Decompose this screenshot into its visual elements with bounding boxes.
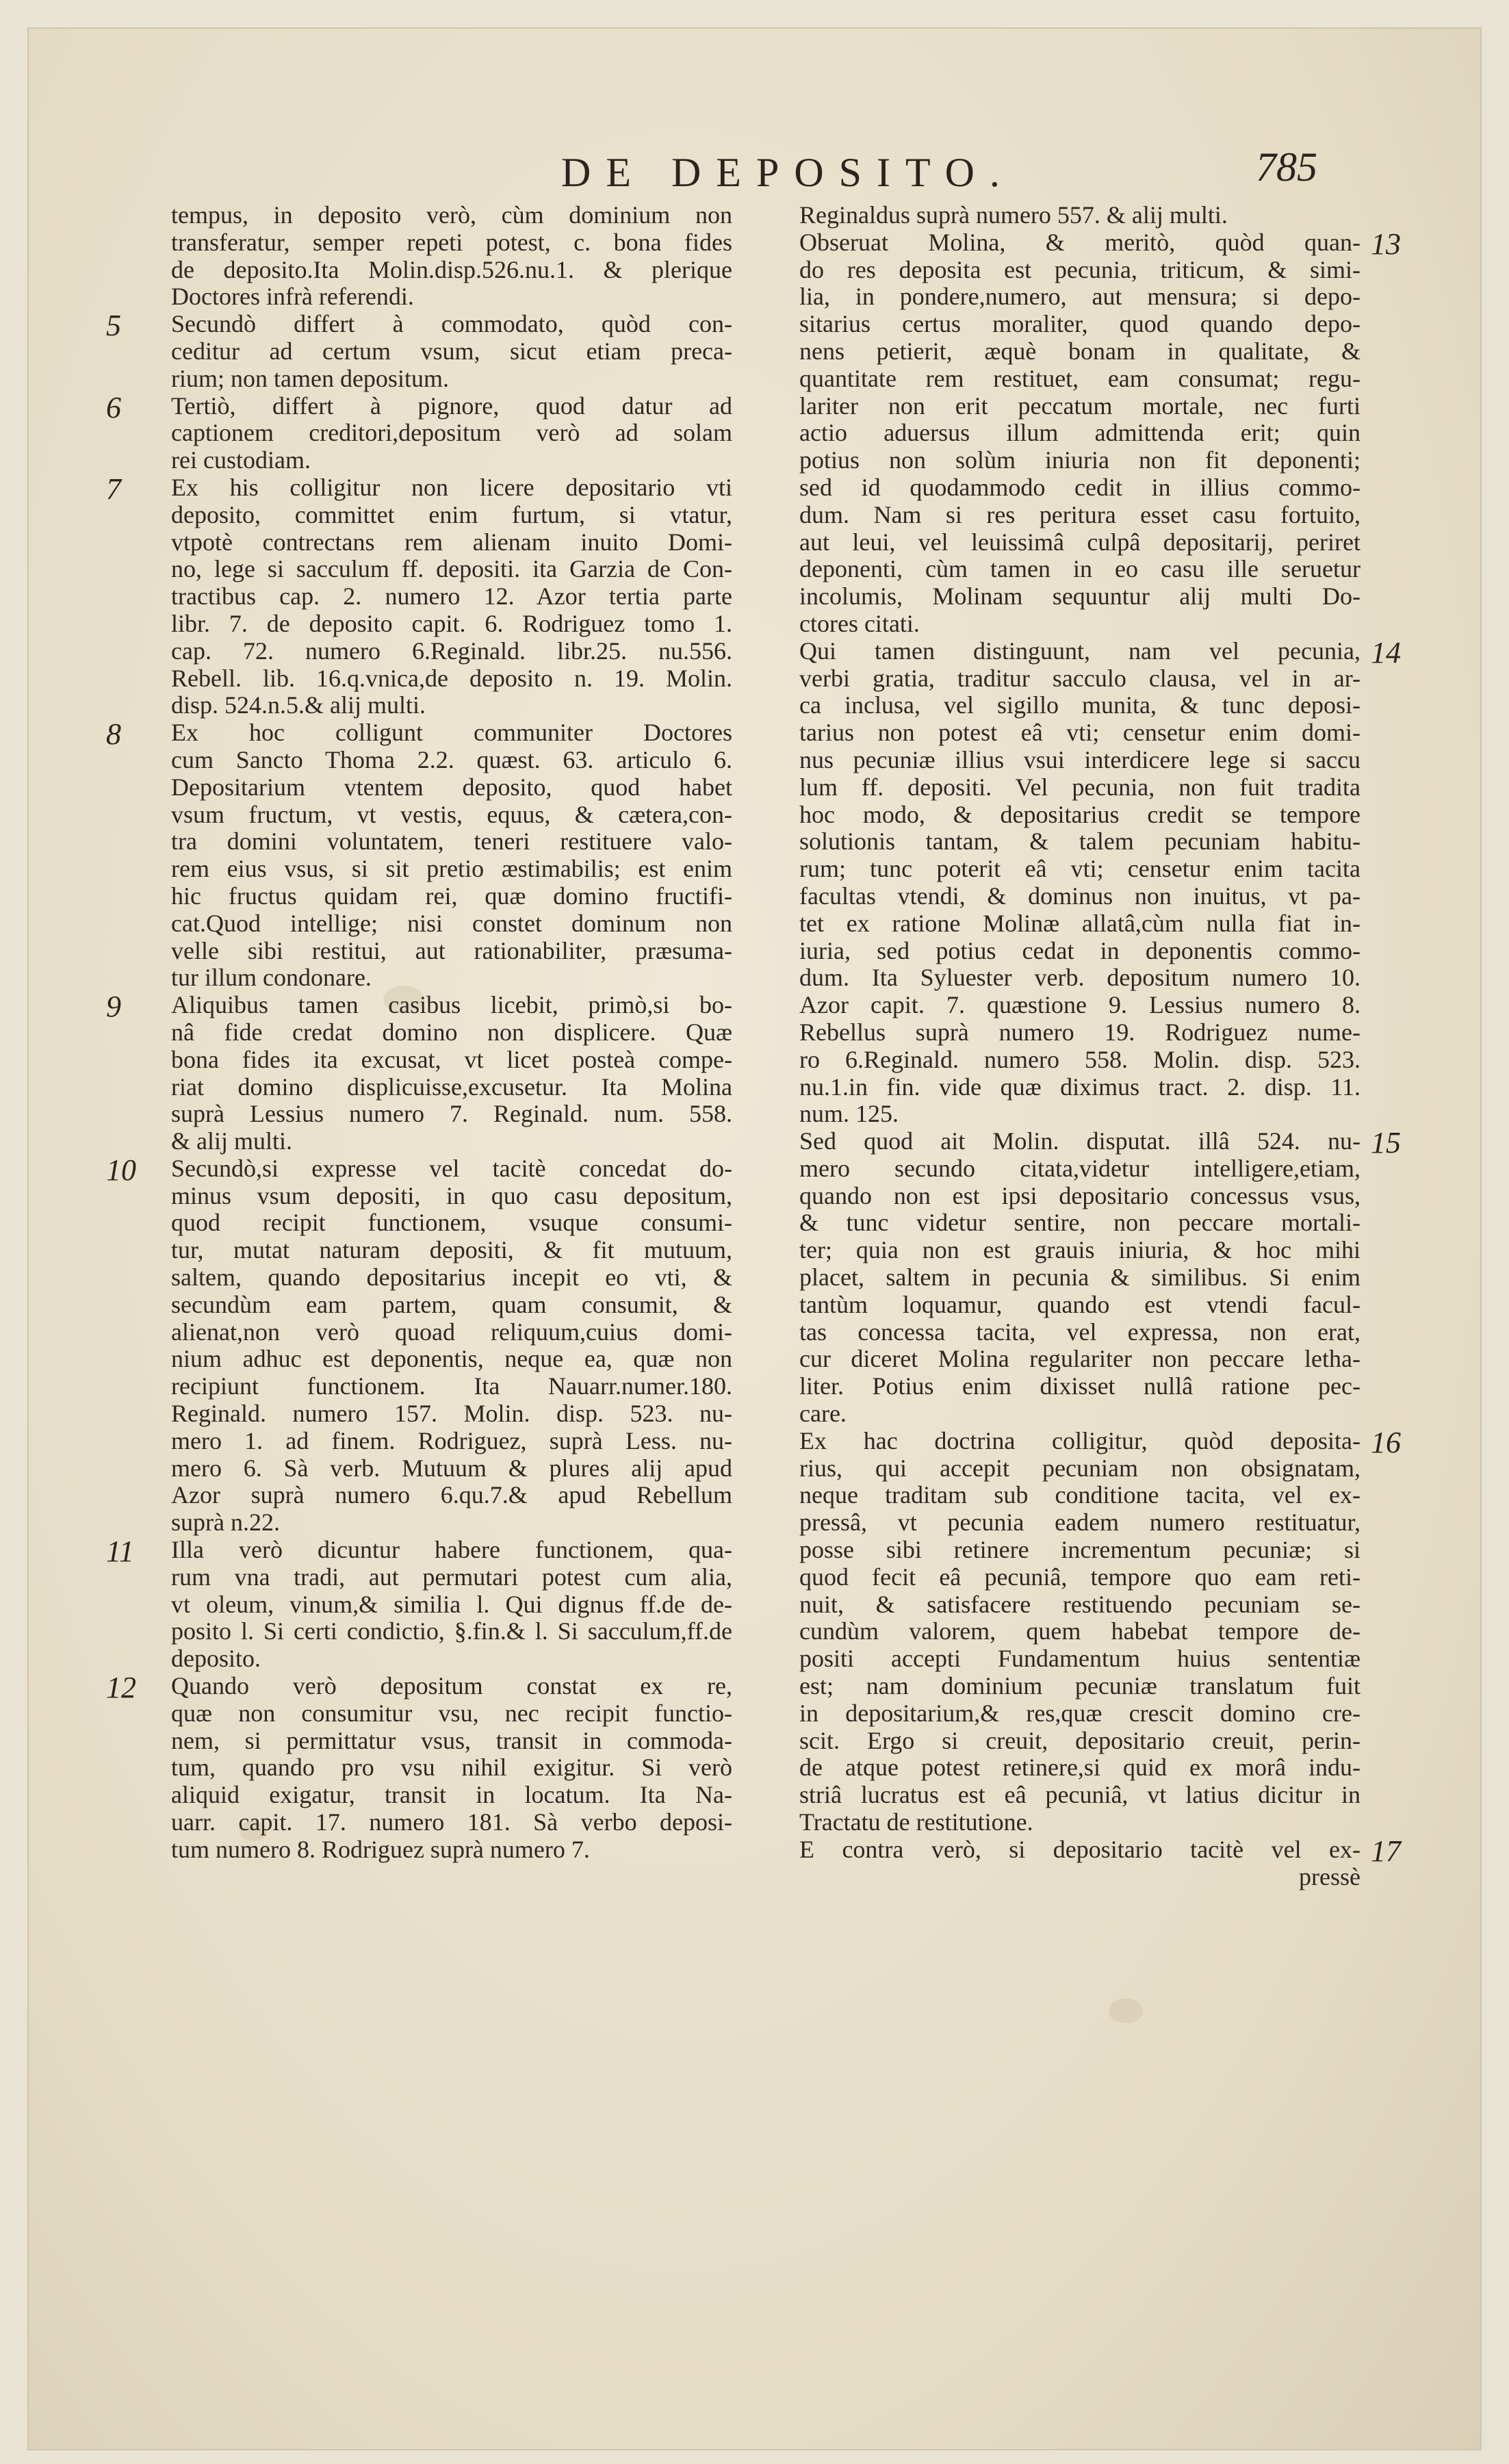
text-line: mero secundo citata,videtur intelligere,etiam,	[799, 1154, 1360, 1182]
text-line: velle sibi restitui, aut rationabiliter, præsuma-	[171, 936, 732, 964]
text-line: Secundò differt à commodato, quòd con-	[171, 310, 732, 338]
marginal-number: 17	[1371, 1834, 1401, 1868]
text-line: tempus, in deposito verò, cùm dominium non	[171, 201, 732, 229]
marginal-number: 14	[1371, 635, 1401, 669]
text-line: in depositarium,& res,quæ crescit domino cre-	[799, 1699, 1360, 1727]
text-line: lia, in pondere,numero, aut mensura; si depo-	[799, 283, 1360, 311]
text-line: suprà Lessius numero 7. Reginald. num. 558.	[171, 1100, 732, 1128]
text-line: care.	[799, 1400, 847, 1428]
text-line: placet, saltem in pecunia & similibus. Si enim	[799, 1263, 1360, 1292]
text-line: ter; quia non est grauis iniuria, & hoc mihi	[799, 1236, 1360, 1264]
marginal-number: 6	[106, 390, 121, 424]
page-header	[27, 130, 1482, 205]
text-line: liter. Potius enim dixisset nullâ ratione pec-	[799, 1372, 1360, 1400]
text-line: Ex hac doctrina colligitur, quòd deposita-	[799, 1426, 1360, 1454]
text-line: ceditur ad certum vsum, sicut etiam preca-	[171, 337, 732, 365]
text-line: captionem creditori,depositum verò ad solam	[171, 419, 732, 447]
text-line: aliquid exigatur, transit in locatum. Ita Na-	[171, 1781, 732, 1809]
text-line: Secundò,si expresse vel tacitè concedat do-	[171, 1154, 732, 1182]
text-line: deponenti, cùm tamen in eo casu ille seruetur	[799, 555, 1360, 583]
text-line: facultas vtendi, & dominus non inuitus, vt pa-	[799, 882, 1360, 910]
text-line: suprà n.22.	[171, 1509, 280, 1537]
text-line: cum Sancto Thoma 2.2. quæst. 63. articulo 6.	[171, 745, 732, 773]
text-line: dum. Nam si res peritura esset casu fortuito,	[799, 500, 1360, 528]
marginal-number: 7	[106, 472, 121, 506]
text-line: ro 6.Reginald. numero 558. Molin. disp. 523.	[799, 1045, 1360, 1073]
text-line: Azor capit. 7. quæstione 9. Lessius numero 8.	[799, 991, 1360, 1019]
text-line: de atque potest retinere,si quid ex morâ indu-	[799, 1754, 1360, 1782]
text-line: nem, si permittatur vsus, transit in commoda-	[171, 1726, 732, 1754]
book-page	[27, 27, 1482, 2450]
marginal-number: 15	[1371, 1126, 1401, 1160]
text-line: quæ non consumitur vsu, nec recipit functio-	[171, 1699, 732, 1727]
text-line: potius non solùm iniuria non fit deponenti;	[799, 446, 1360, 474]
text-line: hoc modo, & depositarius credit se tempore	[799, 800, 1360, 828]
text-line: quod fecit eâ pecuniâ, tempore quo eam reti-	[799, 1563, 1360, 1591]
text-line: & tunc videtur sentire, non peccare mortali-	[799, 1209, 1360, 1237]
text-line: de deposito.Ita Molin.disp.526.nu.1. & plerique	[171, 255, 732, 283]
text-line: posito l. Si certi condictio, §.fin.& l. Si sacculum,ff.de	[171, 1617, 732, 1645]
text-line: posse sibi retinere incrementum pecuniæ; si	[799, 1536, 1360, 1564]
text-line: nu.1.in fin. vide quæ diximus tract. 2. disp. 11.	[799, 1073, 1360, 1101]
page-number: 785	[1256, 144, 1317, 190]
text-line: Reginaldus suprà numero 557. & alij multi.	[799, 201, 1228, 229]
text-line: nuit, & satisfacere restituendo pecuniam se-	[799, 1590, 1360, 1618]
text-line: transferatur, semper repeti potest, c. bona fides	[171, 228, 732, 256]
text-line: rem eius vsus, si sit pretio æstimabilis; est enim	[171, 855, 732, 883]
text-line: solutionis tantam, & talem pecuniam habitu-	[799, 827, 1360, 856]
text-line: quantitate rem restituet, eam consumat; regu-	[799, 364, 1360, 392]
text-line: quando non est ipsi depositario concessus vsus,	[799, 1181, 1360, 1209]
text-line: Tertiò, differt à pignore, quod datur ad	[171, 392, 732, 420]
text-line: tas concessa tacita, vel expressa, non erat,	[799, 1318, 1360, 1346]
text-line: Ex hoc colligunt communiter Doctores	[171, 719, 732, 747]
text-line: rium; non tamen depositum.	[171, 364, 449, 392]
marginal-number: 5	[106, 309, 121, 343]
text-line: scit. Ergo si creuit, depositario creuit, perin-	[799, 1726, 1360, 1754]
text-line: verbi gratia, traditur sacculo clausa, vel in ar-	[799, 664, 1360, 692]
text-line: mero 1. ad finem. Rodriguez, suprà Less. nu-	[171, 1426, 732, 1454]
text-line: rum; tunc poterit eâ vti; censetur enim tacita	[799, 855, 1360, 883]
text-line: tarius non potest eâ vti; censetur enim domi-	[799, 719, 1360, 747]
marginal-number: 9	[106, 990, 121, 1024]
text-line: cap. 72. numero 6.Reginald. libr.25. nu.556.	[171, 637, 732, 665]
text-line: Sed quod ait Molin. disputat. illâ 524. nu-	[799, 1127, 1360, 1155]
text-line: sed id quodammodo cedit in illius commo-	[799, 473, 1360, 501]
text-line: Rebellus suprà numero 19. Rodriguez nume-	[799, 1018, 1360, 1046]
text-line: Quando verò depositum constat ex re,	[171, 1672, 732, 1700]
text-line: Tractatu de restitutione.	[799, 1808, 1033, 1836]
running-title: DE DEPOSITO.	[561, 150, 1015, 195]
text-line: no, lege si sacculum ff. depositi. ita Garzia de Con-	[171, 555, 732, 583]
text-line: nus pecuniæ illius vsui interdicere lege si saccu	[799, 745, 1360, 773]
text-line: Doctores infrà referendi.	[171, 283, 414, 311]
text-line: Qui tamen distinguunt, nam vel pecunia,	[799, 637, 1360, 665]
text-line: tet ex ratione Molinæ allatâ,cùm nulla fiat in-	[799, 909, 1360, 937]
text-line: do res deposita est pecunia, triticum, & simi-	[799, 255, 1360, 283]
text-line: Azor suprà numero 6.qu.7.& apud Rebellum	[171, 1481, 732, 1509]
text-line: Depositarium vtentem deposito, quod habet	[171, 773, 732, 801]
text-line: Aliquibus tamen casibus licebit, primò,si bo-	[171, 991, 732, 1019]
text-line: cat.Quod intellige; nisi constet dominum non	[171, 909, 732, 937]
text-line: Illa verò dicuntur habere functionem, qua-	[171, 1536, 732, 1564]
text-line: pressè	[1299, 1862, 1360, 1890]
marginal-number: 12	[106, 1671, 136, 1705]
right-column	[799, 201, 1401, 1890]
text-line: tractibus cap. 2. numero 12. Azor tertia parte	[171, 582, 732, 611]
text-line: positi accepti Fundamentum huius sententiæ	[799, 1645, 1360, 1673]
text-line: Ex his colligitur non licere depositario vti	[171, 473, 732, 501]
text-line: saltem, quando depositarius incepit eo vti, &	[171, 1263, 732, 1292]
text-line: rei custodiam.	[171, 446, 311, 474]
text-line: actio aduersus illum admittenda erit; quin	[799, 419, 1360, 447]
text-line: rum vna tradi, aut permutari potest cum alia,	[171, 1563, 732, 1591]
text-line: nens petierit, æquè bonam in qualitate, &	[799, 337, 1360, 365]
text-line: vtpotè contrectans rem alienam inuito Domi-	[171, 528, 732, 556]
text-line: est; nam dominium pecuniæ translatum fuit	[799, 1672, 1360, 1700]
text-line: alienat,non verò quoad reliquum,cuius domi-	[171, 1318, 732, 1346]
text-line: tantùm loquamur, quando est vtendi facul-	[799, 1290, 1360, 1318]
text-line: riat domino displicuisse,excusetur. Ita Molina	[171, 1073, 732, 1101]
text-line: disp. 524.n.5.& alij multi.	[171, 691, 426, 719]
text-line: Reginald. numero 157. Molin. disp. 523. nu-	[171, 1400, 732, 1428]
text-line: recipiunt functionem. Ita Nauarr.numer.180.	[171, 1372, 732, 1400]
text-line: lum ff. depositi. Vel pecunia, non fuit tradita	[799, 773, 1360, 801]
text-line: hic fructus quidam rei, quæ domino fructifi-	[171, 882, 732, 910]
text-line: vt oleum, vinum,& similia l. Qui dignus ff.de de-	[171, 1590, 732, 1618]
text-line: mero 6. Sà verb. Mutuum & plures alij apud	[171, 1454, 732, 1482]
text-line: aut leui, vel leuissimâ culpâ depositarij, periret	[799, 528, 1360, 556]
text-line: ca inclusa, vel sigillo munita, & tunc deposi-	[799, 691, 1360, 719]
text-line: cur diceret Molina regulariter non peccare letha-	[799, 1345, 1360, 1373]
text-line: E contra verò, si depositario tacitè vel ex-	[799, 1835, 1360, 1863]
text-line: tum, quando pro vsu nihil exigitur. Si verò	[171, 1754, 732, 1782]
text-line: ctores citati.	[799, 609, 920, 637]
text-line: Rebell. lib. 16.q.vnica,de deposito n. 19. Molin.	[171, 664, 732, 692]
text-line: striâ lucratus est eâ pecuniâ, vt latius dicitur in	[799, 1781, 1360, 1809]
text-line: num. 125.	[799, 1100, 899, 1128]
text-line: neque traditam sub conditione tacita, vel ex-	[799, 1481, 1360, 1509]
text-line: Obseruat Molina, & meritò, quòd quan-	[799, 228, 1360, 256]
text-line: & alij multi.	[171, 1127, 292, 1155]
text-line: uarr. capit. 17. numero 181. Sà verbo deposi-	[171, 1808, 732, 1836]
text-line: nâ fide credat domino non displicere. Quæ	[171, 1018, 732, 1046]
text-line: lariter non erit peccatum mortale, nec furti	[799, 392, 1360, 420]
text-line: sitarius certus moraliter, quod quando depo-	[799, 310, 1360, 338]
text-line: tum numero 8. Rodriguez suprà numero 7.	[171, 1835, 590, 1863]
text-line: pressâ, vt pecunia eadem numero restituatur,	[799, 1509, 1360, 1537]
text-line: dum. Ita Syluester verb. depositum numero 10.	[799, 964, 1360, 992]
text-line: secundùm eam partem, quam consumit, &	[171, 1290, 732, 1318]
text-line: tra domini voluntatem, teneri restituere valo-	[171, 827, 732, 856]
text-line: deposito, committet enim furtum, si vtatur,	[171, 500, 732, 528]
text-line: minus vsum depositi, in quo casu depositum,	[171, 1181, 732, 1209]
marginal-number: 10	[106, 1153, 136, 1187]
marginal-number: 13	[1371, 227, 1401, 261]
text-line: tur illum condonare.	[171, 964, 372, 992]
text-line: rius, qui accepit pecuniam non obsignatam,	[799, 1454, 1360, 1482]
text-line: iuria, sed potius cedat in deponentis commo-	[799, 936, 1360, 964]
text-line: deposito.	[171, 1645, 261, 1673]
left-column	[106, 201, 732, 1864]
text-line: incolumis, Molinam sequuntur alij multi Do-	[799, 582, 1360, 611]
foxing-stain	[1109, 1999, 1143, 2023]
text-line: quod recipit functionem, vsuque consumi-	[171, 1209, 732, 1237]
text-line: vsum fructum, vt vestis, equus, & cætera,con-	[171, 800, 732, 828]
marginal-number: 11	[106, 1535, 134, 1569]
text-line: cundùm valorem, quem habebat tempore de-	[799, 1617, 1360, 1645]
marginal-number: 8	[106, 717, 121, 752]
text-line: bona fides ita excusat, vt licet posteà compe-	[171, 1045, 732, 1073]
text-line: libr. 7. de deposito capit. 6. Rodriguez tomo 1.	[171, 609, 732, 637]
marginal-number: 16	[1371, 1426, 1401, 1459]
text-line: nium adhuc est deponentis, neque ea, quæ non	[171, 1345, 732, 1373]
text-line: tur, mutat naturam depositi, & fit mutuum,	[171, 1236, 732, 1264]
